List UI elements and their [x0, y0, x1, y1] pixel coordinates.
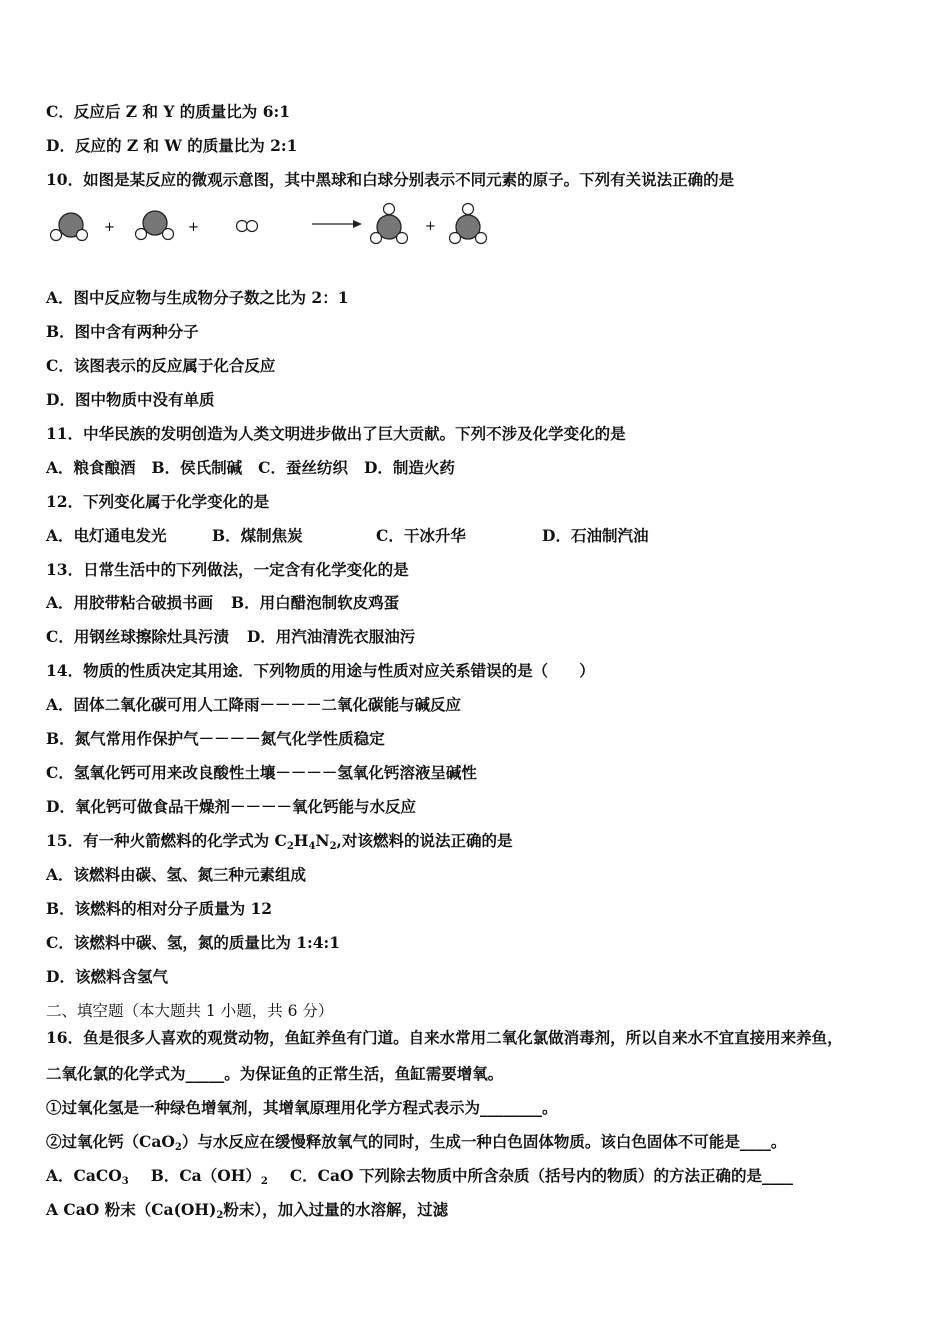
- q15-option-a: A．该燃料由碳、氢、氮三种元素组成: [46, 865, 307, 884]
- q13-option-b: B．用白醋泡制软皮鸡蛋: [231, 593, 400, 612]
- section-2-heading: 二、填空题（本大题共 1 小题，共 6 分）: [46, 1002, 334, 1020]
- q13-option-d: D．用汽油清洗衣服油污: [246, 627, 416, 646]
- q14-stem: 14．物质的性质决定其用途．下列物质的用途与性质对应关系错误的是（ ）: [46, 661, 595, 680]
- q10-option-d: D．图中物质中没有单质: [46, 390, 215, 409]
- q13-options-cd: [46, 627, 415, 647]
- q15-stem: [46, 831, 512, 851]
- q16-line-6-tail: 粉末），加入过量的水溶解，过滤: [223, 1200, 449, 1219]
- q11-options: [46, 458, 455, 478]
- subscript: 2: [329, 841, 337, 852]
- q16-line-1: 16．鱼是很多人喜欢的观赏动物，鱼缸养鱼有门道。自来水常用二氧化氯做消毒剂，所以自来水不宜直接用来养鱼，: [46, 1028, 843, 1047]
- q13-stem: 13．日常生活中的下列做法，一定含有化学变化的是: [46, 560, 409, 579]
- q16-line-3: ①过氧化氢是一种绿色增氧剂，其增氧原理用化学方程式表示为________。: [46, 1098, 558, 1117]
- q9-option-c: C．反应后 Z 和 Y 的质量比为 6:1: [46, 102, 290, 121]
- subscript: 2: [174, 1142, 182, 1153]
- q12-stem: 12．下列变化属于化学变化的是: [46, 492, 270, 511]
- q10-stem: 10．如图是某反应的微观示意图，其中黑球和白球分别表示不同元素的原子。下列有关说法正确的是: [46, 170, 735, 189]
- product-molecule-2: [450, 204, 487, 244]
- q16-line-4-text: ②过氧化钙（CaO: [46, 1132, 175, 1151]
- q13-option-a: A．用胶带粘合破损书画: [46, 593, 214, 612]
- plus-sign-2: +: [188, 220, 199, 235]
- q15-stem-tail: ,对该燃料的说法正确的是: [336, 831, 513, 850]
- reactant-molecule-2: [136, 211, 174, 240]
- q16-line-5: [46, 1166, 793, 1186]
- subscript: 2: [216, 1210, 224, 1221]
- q16-line-6: [46, 1200, 448, 1220]
- q16-option-b: B．Ca（OH）: [150, 1166, 261, 1185]
- q13-option-c: C．用钢丝球擦除灶具污渍: [46, 627, 229, 646]
- q16-line-6-text: A CaO 粉末（Ca(OH): [46, 1200, 217, 1219]
- q13-options-ab: [46, 593, 399, 613]
- product-molecule-1: [371, 204, 408, 244]
- q16-line-4: [46, 1132, 786, 1152]
- q11-option-b: B．侯氏制碱: [151, 458, 243, 477]
- q16-line-2: 二氧化氯的化学式为_____。为保证鱼的正常生活，鱼缸需要增氧。: [46, 1064, 504, 1083]
- q15-stem-text: 15．有一种火箭燃料的化学式为 C: [46, 831, 287, 850]
- reaction-arrow: [312, 220, 362, 228]
- subscript: 2: [286, 841, 294, 852]
- reactant-molecule-1: [51, 213, 88, 241]
- q15-option-d: D．该燃料含氢气: [46, 967, 168, 986]
- q12-option-d: D．石油制汽油: [542, 526, 649, 545]
- q10-option-a: A．图中反应物与生成物分子数之比为 2：1: [46, 288, 349, 307]
- formula-n: N: [315, 831, 330, 850]
- q11-stem: 11．中华民族的发明创造为人类文明进步做出了巨大贡献。下列不涉及化学变化的是: [46, 424, 626, 443]
- q14-option-b: B．氮气常用作保护气－－－－氮气化学性质稳定: [46, 729, 385, 748]
- q12-option-b: B．煤制焦炭: [212, 526, 303, 545]
- q9-option-d: D．反应的 Z 和 W 的质量比为 2:1: [46, 136, 298, 155]
- reaction-diagram: [40, 198, 560, 254]
- subscript: 3: [121, 1176, 129, 1187]
- q12-option-c: C．干冰升华: [376, 526, 466, 545]
- q15-option-b: B．该燃料的相对分子质量为 12: [46, 899, 273, 918]
- subscript: 4: [308, 841, 316, 852]
- q11-option-a: A．粮食酿酒: [46, 458, 136, 477]
- q12-options: [46, 526, 648, 546]
- plus-sign-1: +: [104, 220, 115, 235]
- q10-option-c: C．该图表示的反应属于化合反应: [46, 356, 276, 375]
- q11-option-c: C．蚕丝纺织: [258, 458, 348, 477]
- q14-option-c: C．氢氧化钙可用来改良酸性土壤－－－－氢氧化钙溶液呈碱性: [46, 763, 477, 782]
- q14-option-d: D．氧化钙可做食品干燥剂－－－－氧化钙能与水反应: [46, 797, 416, 816]
- formula-h: H: [293, 831, 309, 850]
- q12-option-a: A．电灯通电发光: [46, 526, 167, 545]
- q10-option-b: B．图中含有两种分子: [46, 322, 199, 341]
- reactant-molecule-3: [237, 221, 258, 232]
- q16-line-4-tail: ）与水反应在缓慢释放氧气的同时，生成一种白色固体物质。该白色固体不可能是____。: [181, 1132, 787, 1151]
- q16-option-c: C．CaO 下列除去物质中所含杂质（括号内的物质）的方法正确的是____: [289, 1166, 793, 1185]
- q11-option-d: D．制造火药: [363, 458, 455, 477]
- subscript: 2: [260, 1176, 268, 1187]
- q16-option-a: A．CaCO: [46, 1166, 122, 1185]
- q14-option-a: A．固体二氧化碳可用人工降雨－－－－二氧化碳能与碱反应: [46, 695, 462, 714]
- q15-option-c: C．该燃料中碳、氢，氮的质量比为 1:4:1: [46, 933, 341, 952]
- plus-sign-3: +: [425, 219, 436, 234]
